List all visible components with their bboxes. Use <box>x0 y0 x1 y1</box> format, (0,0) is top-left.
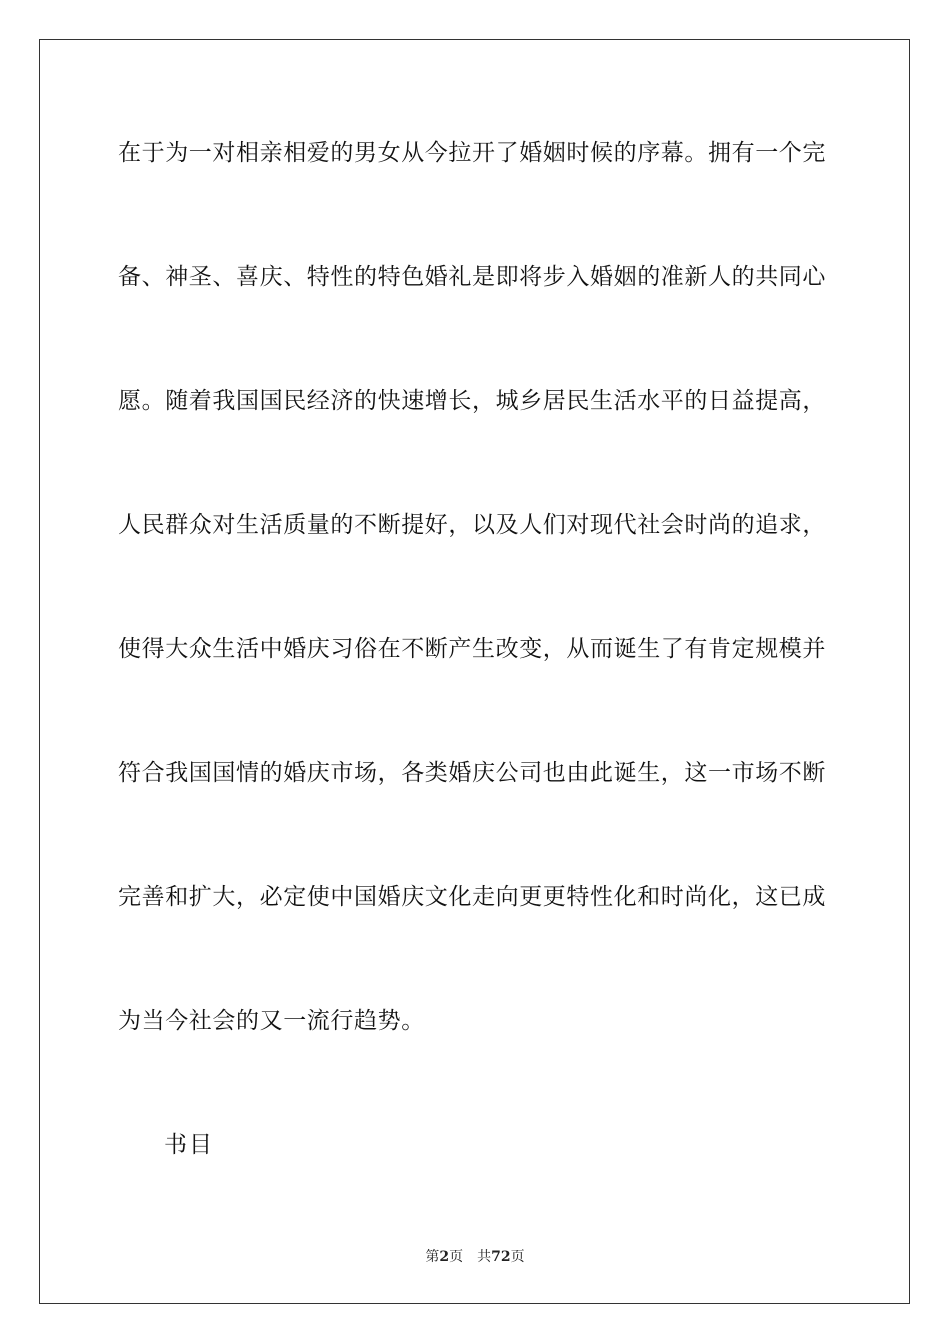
total-prefix: 共 <box>477 1249 492 1265</box>
page-prefix: 第 <box>425 1249 440 1265</box>
body-line-3: 愿。随着我国国民经济的快速增长，城乡居民生活水平的日益提高， <box>118 388 826 414</box>
total-suffix: 页 <box>510 1249 525 1265</box>
body-line-2: 备、神圣、喜庆、特性的特色婚礼是即将步入婚姻的准新人的共同心 <box>118 264 826 290</box>
total-pages: 72 <box>491 1249 511 1265</box>
page-number: 2 <box>439 1249 450 1265</box>
body-line-5: 使得大众生活中婚庆习俗在不断产生改变，从而诞生了有肯定规模并 <box>118 636 826 662</box>
body-line-6: 符合我国国情的婚庆市场，各类婚庆公司也由此诞生，这一市场不断 <box>118 760 826 786</box>
body-line-8: 为当今社会的又一流行趋势。 <box>118 1008 425 1034</box>
body-line-1: 在于为一对相亲相爱的男女从今拉开了婚姻时候的序幕。拥有一个完 <box>118 140 826 166</box>
page-suffix: 页 <box>449 1249 464 1265</box>
section-heading: 书目 <box>164 1132 214 1158</box>
body-line-4: 人民群众对生活质量的不断提好，以及人们对现代社会时尚的追求， <box>118 512 826 538</box>
page-border <box>39 39 910 1304</box>
body-line-7: 完善和扩大，必定使中国婚庆文化走向更更特性化和时尚化，这已成 <box>118 884 826 910</box>
page-footer <box>0 1248 950 1266</box>
